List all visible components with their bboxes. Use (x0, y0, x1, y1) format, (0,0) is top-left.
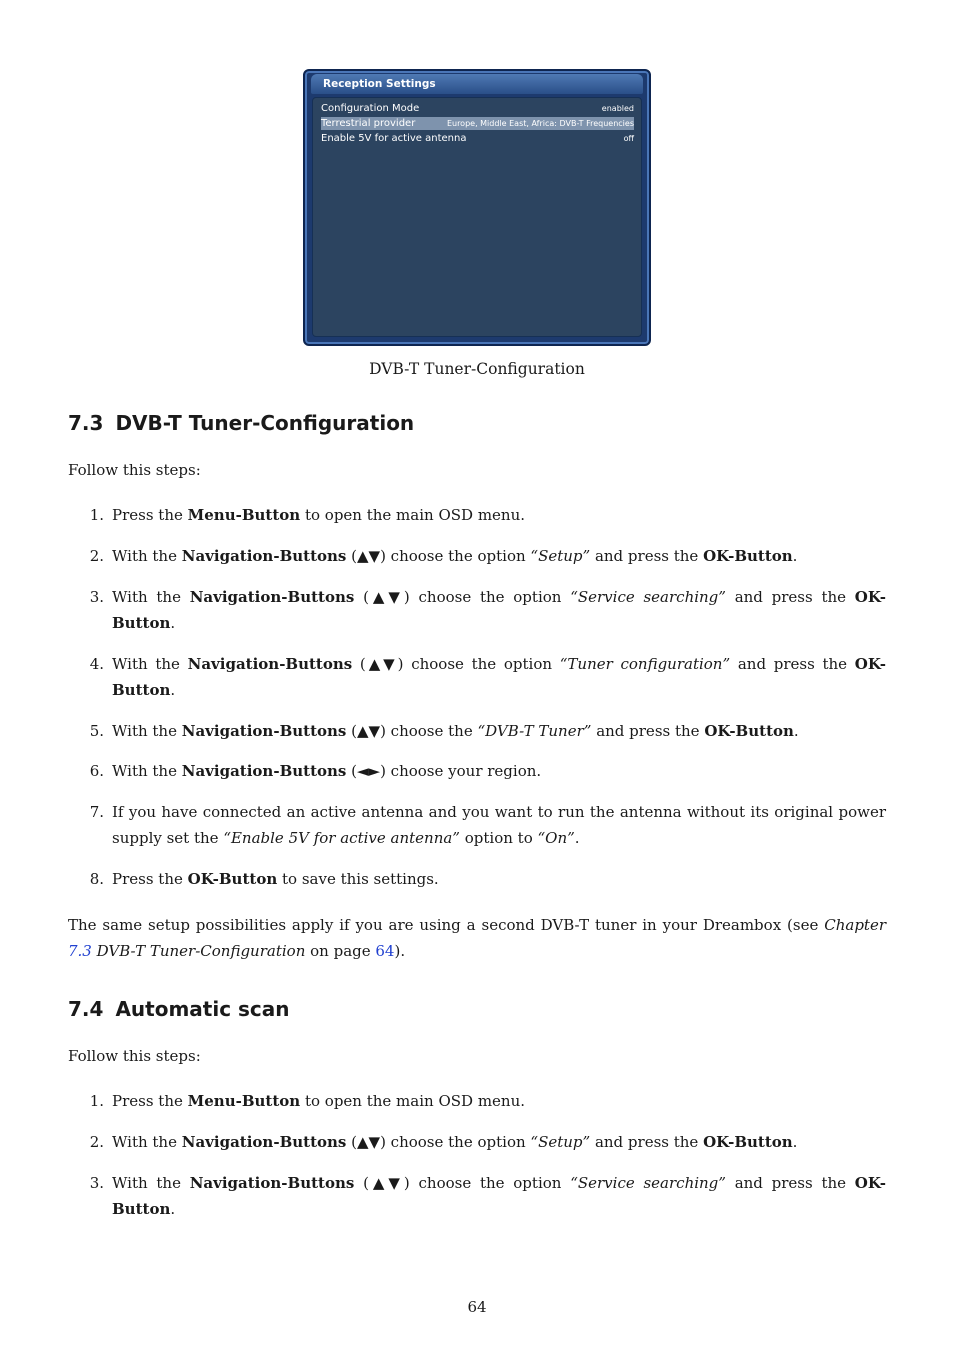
intro-text: Follow this steps: (68, 1047, 201, 1065)
list-item: 6. With the Navigation-Buttons (◄►) choose your region. (68, 758, 886, 784)
reception-settings-screenshot (303, 69, 651, 346)
step-number: 3. (89, 1174, 104, 1192)
section-title: Automatic scan (115, 997, 290, 1021)
figure-caption: DVB-T Tuner-Configuration (369, 360, 585, 378)
bold-term: Navigation-Buttons (181, 722, 347, 740)
list-item: 7. If you have connected an active antenna and you want to run the antenna without its original power supply set the “Enable 5V for active antenna” option to “On”. (68, 799, 886, 851)
menu-option: “DVB-T Tuner” (477, 722, 592, 740)
list-item: 3. With the Navigation-Buttons (▲▼) choose the option “Service searching” and press the OK- Button. (68, 584, 886, 636)
list-item: 5. With the Navigation-Buttons (▲▼) choose the “DVB-T Tuner” and press the OK-Button. (68, 718, 886, 744)
list-item: 1. Press the Menu-Button to open the main OSD menu. (68, 1088, 886, 1114)
step-number: 2. (89, 547, 104, 565)
step-number: 8. (89, 870, 104, 888)
intro-text: Follow this steps: (68, 461, 201, 479)
step-number: 2. (89, 1133, 104, 1151)
step-number: 6. (89, 762, 104, 780)
step-number: 5. (89, 722, 104, 740)
menu-option: “Service searching” (570, 588, 726, 606)
bold-term: OK-Button (704, 722, 794, 740)
cross-reference-note: The same setup possibilities apply if you are using a second DVB-T tuner in your Dreambox (see Chapter 7.3 DVB-T Tuner-Configuration on page 64). (68, 916, 886, 960)
bold-term: Menu-Button (187, 506, 301, 524)
bold-term: Button (112, 1200, 171, 1218)
bold-term: OK-Button (703, 1133, 793, 1151)
bold-term: OK-Button (187, 870, 278, 888)
list-item: 2. With the Navigation-Buttons (▲▼) choose the option “Setup” and press the OK-Button. (68, 1129, 886, 1155)
step-number: 1. (89, 506, 104, 524)
chapter-link[interactable]: 7.3 (68, 942, 92, 960)
bold-term: OK- (854, 655, 887, 673)
osd-row-terrestrial-provider (321, 117, 634, 130)
bold-term: Navigation-Buttons (181, 1133, 347, 1151)
bold-term: OK-Button (703, 547, 793, 565)
bold-term: Navigation-Buttons (181, 547, 347, 565)
bold-term: Button (112, 681, 171, 699)
osd-row-value: off (623, 134, 634, 143)
bold-term: OK- (854, 1174, 886, 1192)
osd-title: Reception Settings (311, 74, 643, 94)
bold-term: OK- (854, 588, 886, 606)
osd-row-value: enabled (601, 104, 634, 113)
menu-option: “Tuner configuration” (559, 655, 731, 673)
menu-option: “On” (537, 829, 575, 847)
menu-option: “Setup” (530, 547, 591, 565)
bold-term: Menu-Button (187, 1092, 301, 1110)
osd-row-label: Configuration Mode (321, 103, 420, 114)
osd-row-configuration-mode (321, 102, 634, 115)
page-number: 64 (467, 1298, 487, 1316)
section-number: 7.4 (68, 997, 104, 1021)
section-heading-7-4 (68, 997, 290, 1021)
osd-row-label: Terrestrial provider (321, 118, 416, 129)
step-number: 7. (89, 803, 104, 821)
section-number: 7.3 (68, 411, 104, 435)
menu-option: “Enable 5V for active antenna” (223, 829, 460, 847)
osd-row-enable-5v (321, 132, 634, 145)
list-item: 3. With the Navigation-Buttons (▲▼) choose the option “Service searching” and press the OK- Button. (68, 1170, 886, 1222)
menu-option: “Service searching” (570, 1174, 726, 1192)
list-item: 2. With the Navigation-Buttons (▲▼) choose the option “Setup” and press the OK-Button. (68, 543, 886, 569)
list-item: 4. With the Navigation-Buttons (▲▼) choose the option “Tuner configuration” and press the OK- Button. (68, 651, 886, 703)
bold-term: Navigation-Buttons (189, 1174, 355, 1192)
osd-panel (312, 97, 642, 337)
section-title: DVB-T Tuner-Configuration (115, 411, 415, 435)
step-number: 1. (89, 1092, 104, 1110)
bold-term: Button (112, 614, 171, 632)
list-item: 1. Press the Menu-Button to open the main OSD menu. (68, 502, 886, 528)
bold-term: Navigation-Buttons (181, 762, 347, 780)
page-link[interactable]: 64 (375, 942, 395, 960)
osd-row-value: Europe, Middle East, Africa: DVB-T Frequencies (446, 119, 634, 128)
section-heading-7-3 (68, 411, 414, 435)
osd-row-label: Enable 5V for active antenna (321, 133, 467, 144)
step-number: 4. (89, 655, 104, 673)
step-number: 3. (89, 588, 104, 606)
bold-term: Navigation-Buttons (189, 588, 355, 606)
menu-option: “Setup” (530, 1133, 591, 1151)
bold-term: Navigation-Buttons (187, 655, 353, 673)
list-item: 8. Press the OK-Button to save this settings. (68, 866, 886, 892)
